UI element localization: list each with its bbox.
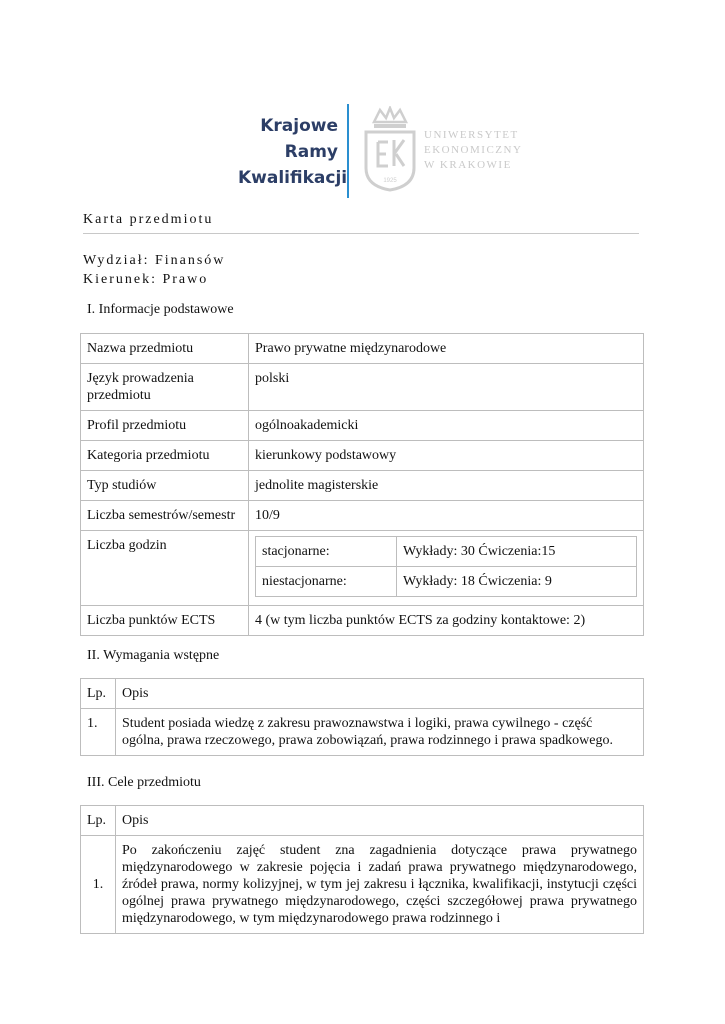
- table-header-row: [81, 679, 644, 709]
- table-cell-label: Liczba punktów ECTS: [81, 606, 249, 636]
- table-row: [81, 441, 644, 471]
- row-number: 1.: [81, 709, 116, 756]
- column-header-lp: Lp.: [81, 679, 116, 709]
- table-row: [81, 334, 644, 364]
- table-row: [81, 411, 644, 441]
- row-description: Student posiada wiedzę z zakresu prawoznawstwa i logiki, prawa cywilnego - część ogólna, prawa rzeczowego, prawa zobowiązań, prawa rodzinnego i prawa spadkowego.: [116, 709, 644, 756]
- section-heading: III. Cele przedmiotu: [87, 775, 201, 790]
- krk-logo-line: Ramy: [284, 142, 338, 162]
- uek-logo-line: W KRAKOWIE: [424, 159, 512, 171]
- objectives-table: [80, 805, 644, 934]
- kierunek-label: Kierunek: Prawo: [83, 272, 209, 287]
- requirements-table: [80, 678, 644, 756]
- table-row: [81, 501, 644, 531]
- study-mode: stacjonarne:: [256, 537, 397, 567]
- table-cell-value: jednolite magisterskie: [249, 471, 644, 501]
- document-meta: [83, 251, 225, 289]
- table-row: [256, 537, 637, 567]
- table-cell-label: Nazwa przedmiotu: [81, 334, 249, 364]
- hours-value: Wykłady: 18 Ćwiczenia: 9: [397, 567, 637, 597]
- uek-logo-text: [424, 128, 554, 173]
- table-cell-label: Liczba semestrów/semestr: [81, 501, 249, 531]
- table-row: [81, 606, 644, 636]
- study-mode: niestacjonarne:: [256, 567, 397, 597]
- wydzial-label: Wydział: Finansów: [83, 253, 226, 268]
- table-cell-value: kierunkowy podstawowy: [249, 441, 644, 471]
- row-number: 1.: [81, 836, 116, 934]
- document-title: Karta przedmiotu: [83, 212, 639, 234]
- logo-divider: [347, 104, 349, 198]
- table-cell-value: 4 (w tym liczba punktów ECTS za godziny kontaktowe: 2): [249, 606, 644, 636]
- krk-logo-line: Krajowe: [260, 116, 338, 136]
- table-cell-label: Liczba godzin: [81, 531, 249, 606]
- krk-logo-line: Kwalifikacji: [238, 168, 348, 188]
- section-heading: II. Wymagania wstępne: [87, 648, 220, 663]
- table-cell-value: polski: [249, 364, 644, 411]
- table-row: [81, 364, 644, 411]
- krk-logo: [238, 113, 348, 191]
- table-cell-label: Typ studiów: [81, 471, 249, 501]
- uek-logo-line: UNIWERSYTET: [424, 129, 519, 141]
- row-description: Po zakończeniu zajęć student zna zagadnienia dotyczące prawa prywatnego międzynarodowego w zakresie pojęcia i zadań prawa prywatnego międzynarodowego, źródeł prawa, normy kolizyjnej, w tym jej zakresu i łącznika, kwalifikacji, instytucji części ogólnej prawa prywatnego międzynarodowego, części szczegółowej prawa prywatnego międzynarodowego, w tym międzynarodowego prawa rodzinnego i: [116, 836, 644, 934]
- basic-info-table: [80, 333, 644, 636]
- hours-value: Wykłady: 30 Ćwiczenia:15: [397, 537, 637, 567]
- table-cell-label: Kategoria przedmiotu: [81, 441, 249, 471]
- table-cell-label: Język prowadzenia przedmiotu: [81, 364, 249, 411]
- column-header-lp: Lp.: [81, 806, 116, 836]
- table-row: [81, 709, 644, 756]
- hours-table: [255, 536, 637, 597]
- table-cell-value: 10/9: [249, 501, 644, 531]
- table-cell-value: ogólnoakademicki: [249, 411, 644, 441]
- table-header-row: [81, 806, 644, 836]
- table-row: [81, 836, 644, 934]
- uek-year: 1925: [383, 178, 397, 184]
- column-header-opis: Opis: [116, 679, 644, 709]
- uek-logo-line: EKONOMICZNY: [424, 144, 523, 156]
- table-cell-label: Profil przedmiotu: [81, 411, 249, 441]
- table-row: [81, 471, 644, 501]
- uek-crest-icon: [360, 106, 420, 192]
- section-heading: I. Informacje podstawowe: [87, 302, 234, 317]
- table-row: [81, 531, 644, 606]
- table-cell-value: Prawo prywatne międzynarodowe: [249, 334, 644, 364]
- table-row: [256, 567, 637, 597]
- hours-cell: [249, 531, 644, 606]
- column-header-opis: Opis: [116, 806, 644, 836]
